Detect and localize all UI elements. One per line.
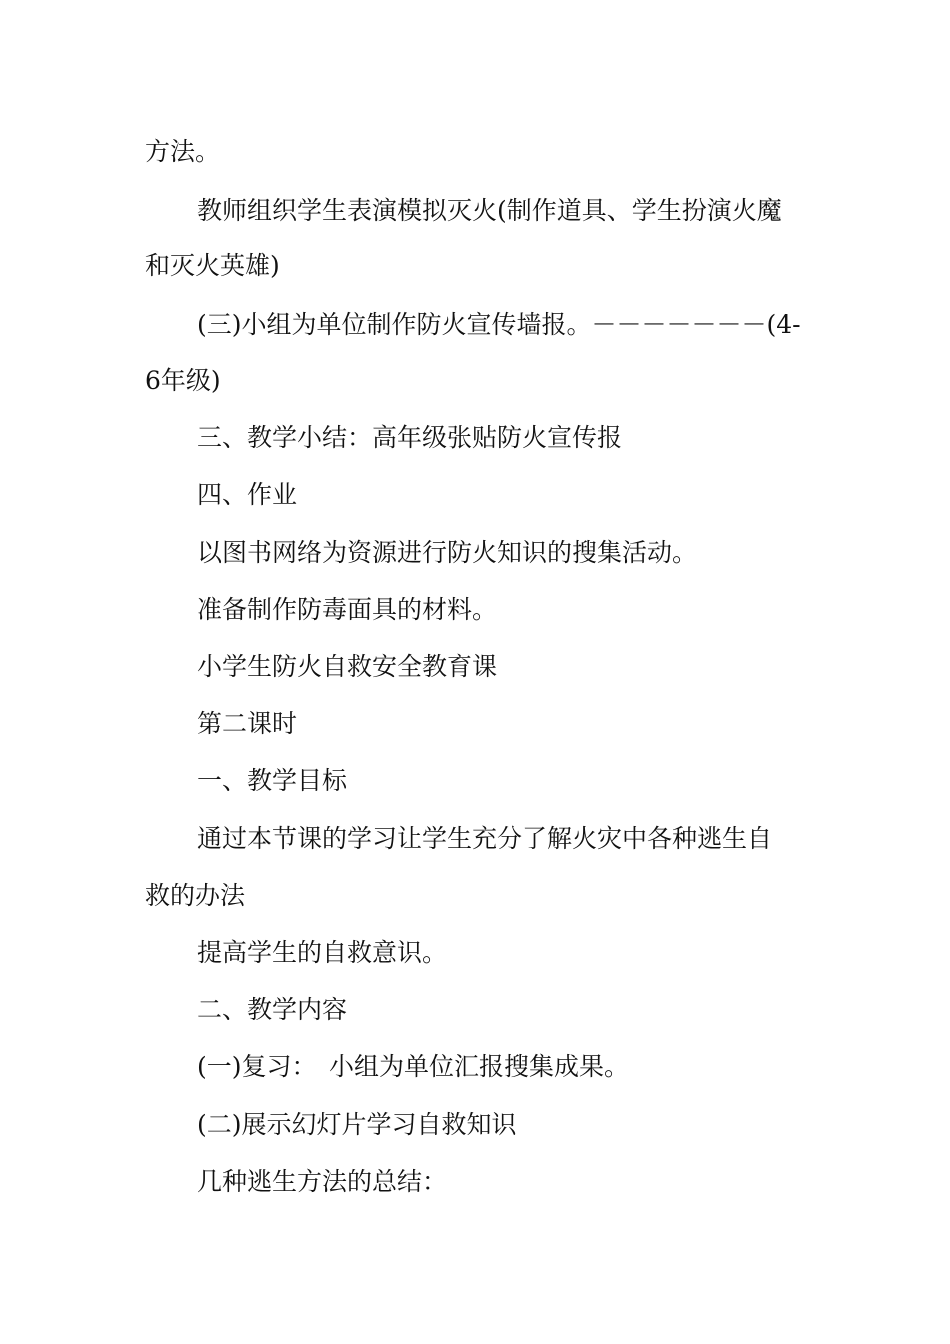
text-line: 和灭火英雄) (145, 251, 280, 280)
text-line: 教师组织学生表演模拟灭火(制作道具、学生扮演火魔 (197, 196, 782, 225)
text-line: (三)小组为单位制作防火宣传墙报。－－－－－－－(4- (197, 310, 801, 339)
text-line: (一)复习： 小组为单位汇报搜集成果。 (197, 1052, 630, 1081)
text-line: 救的办法 (145, 881, 246, 910)
text-line: 以图书网络为资源进行防火知识的搜集活动。 (197, 538, 698, 567)
text-line: (二)展示幻灯片学习自救知识 (197, 1110, 517, 1139)
text-line: 方法。 (145, 137, 221, 166)
text-line: 几种逃生方法的总结： (197, 1167, 448, 1196)
section-heading: 一、教学目标 (197, 766, 348, 795)
section-heading: 三、教学小结：高年级张贴防火宣传报 (197, 423, 623, 452)
text-line: 6年级) (145, 366, 221, 395)
lesson-title: 小学生防火自救安全教育课 (197, 652, 498, 681)
text-line: 准备制作防毒面具的材料。 (197, 595, 498, 624)
section-heading: 四、作业 (197, 480, 298, 509)
text-line: 提高学生的自救意识。 (197, 938, 448, 967)
section-heading: 二、教学内容 (197, 995, 348, 1024)
lesson-period: 第二课时 (197, 709, 298, 738)
text-line: 通过本节课的学习让学生充分了解火灾中各种逃生自 (197, 824, 773, 853)
